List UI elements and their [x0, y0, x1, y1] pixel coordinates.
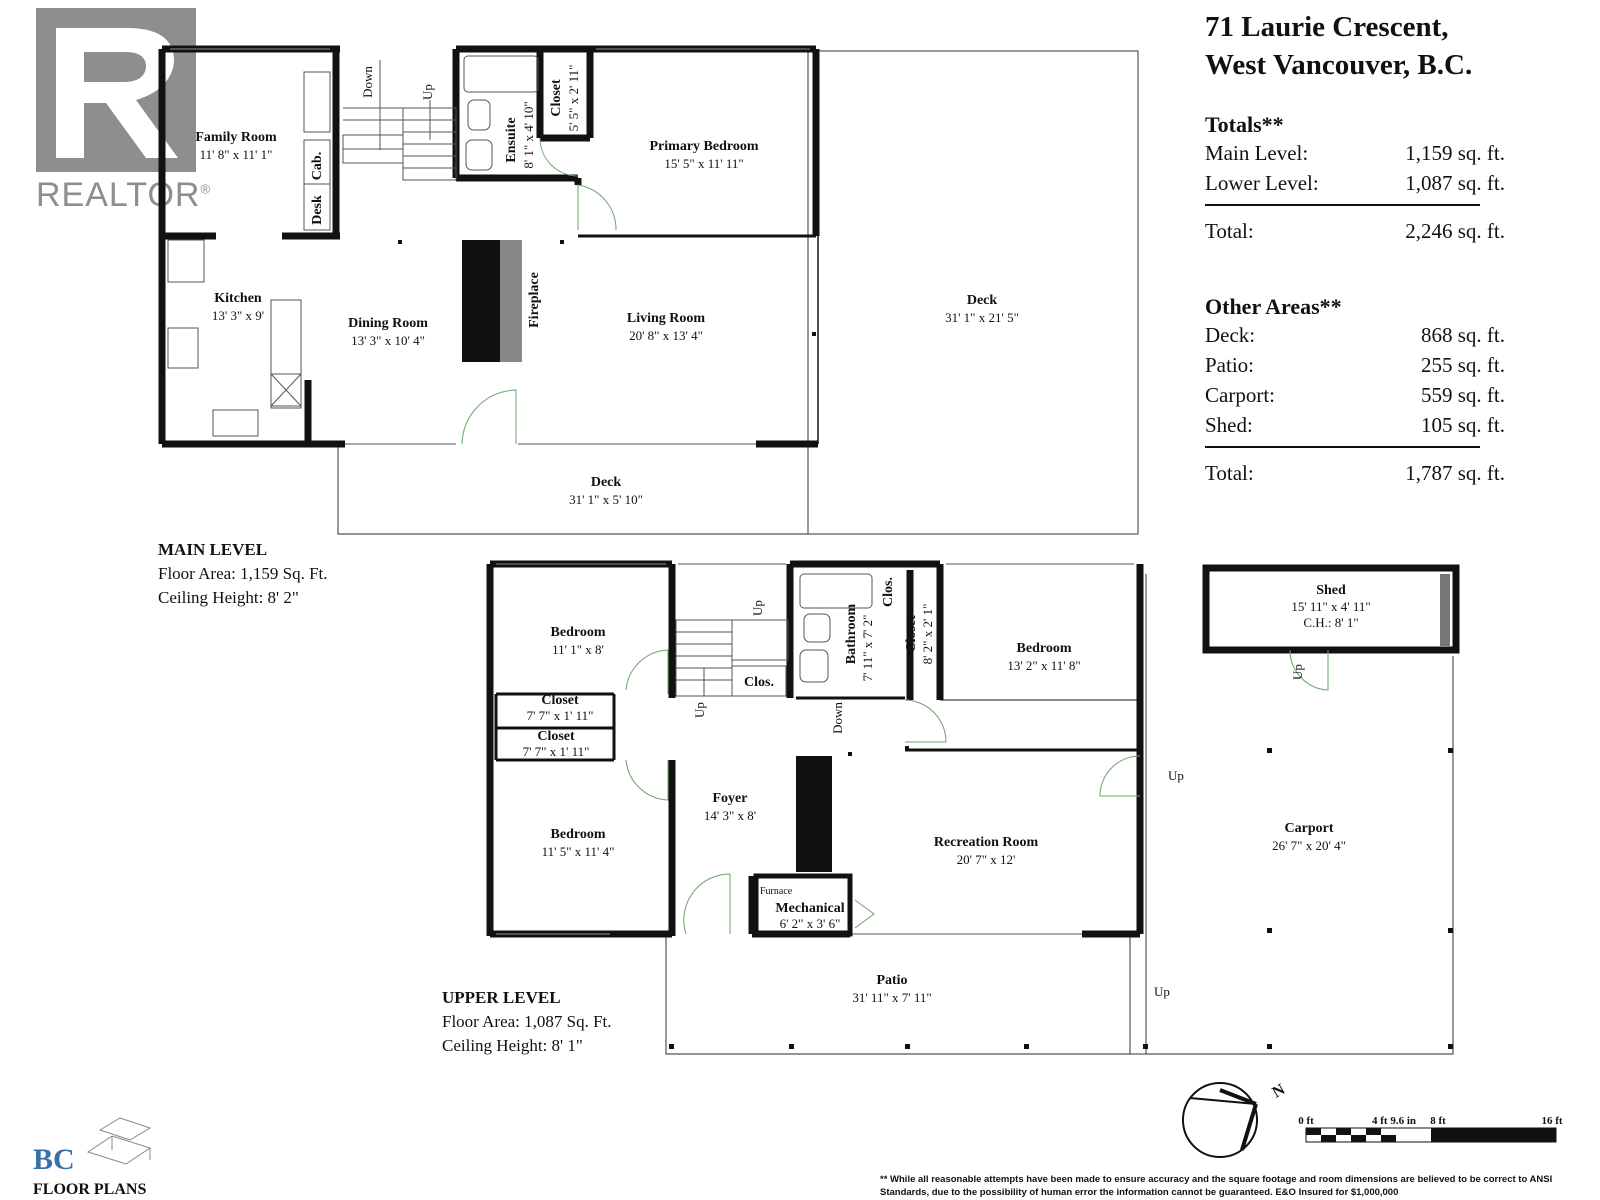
bedroom-2-name: Bedroom: [550, 827, 606, 842]
totals-row: [1205, 168, 1505, 198]
ensuite-name: Ensuite: [504, 117, 519, 163]
main-level-plan: [162, 49, 1138, 534]
upper-stairs-down-label: Down: [830, 702, 845, 734]
kitchen-name: Kitchen: [214, 291, 262, 306]
bc-floor-plans-logo: [33, 1143, 147, 1198]
clos-label: Clos.: [744, 675, 774, 690]
main-level-info: [158, 538, 328, 610]
living-room-name: Living Room: [626, 311, 706, 326]
other-areas-total-label: Total:: [1205, 461, 1254, 485]
furnace-label: Furnace: [760, 886, 793, 897]
shed-up-label: Up: [1290, 664, 1305, 680]
other-areas-title: Other Areas**: [1205, 294, 1342, 319]
shed-ch: C.H.: 8' 1": [1303, 615, 1359, 630]
totals-total-value: 2,246 sq. ft.: [1405, 219, 1505, 243]
dining-room-dim: 13' 3" x 10' 4": [351, 333, 425, 348]
fireplace-label: Fireplace: [527, 272, 542, 328]
mechanical-dim: 6' 2" x 3' 6": [779, 916, 841, 931]
closet-3-name: Closet: [904, 615, 919, 653]
main-stairs-up-label: Up: [420, 84, 435, 100]
patio-up-label: Up: [1154, 984, 1170, 999]
bathroom-name: Bathroom: [844, 603, 859, 665]
family-room-name: Family Room: [195, 130, 277, 145]
closet-main-name: Closet: [549, 79, 564, 117]
primary-bedroom-name: Primary Bedroom: [649, 139, 759, 154]
closet-3-dim: 8' 2" x 2' 1": [920, 603, 935, 665]
shed-dim: 15' 11" x 4' 11": [1291, 599, 1371, 614]
scale-label-1: 4 ft 9.6 in: [1372, 1115, 1416, 1127]
shed-name: Shed: [1316, 583, 1346, 598]
upper-stairs-up-label-1: Up: [750, 600, 765, 616]
upper-level-title: UPPER LEVEL: [442, 988, 561, 1007]
other-areas-value: 559 sq. ft.: [1421, 383, 1505, 407]
deck-small-dim: 31' 1" x 5' 10": [569, 492, 643, 507]
bedroom-2-dim: 11' 5" x 11' 4": [541, 844, 615, 859]
bedroom-1-name: Bedroom: [550, 625, 606, 640]
main-level-title: MAIN LEVEL: [158, 540, 268, 559]
shed-fill: [1440, 574, 1450, 646]
bc-logo-text: BC: [33, 1143, 75, 1176]
main-stairs-down-label: Down: [360, 66, 375, 98]
bedroom-1-dim: 11' 1" x 8': [552, 642, 604, 657]
scale-label-2: 8 ft: [1430, 1115, 1446, 1127]
other-areas-divider: [1205, 446, 1480, 448]
foyer-dim: 14' 3" x 8': [703, 808, 757, 823]
bathroom-dim: 7' 11" x 7' 2": [860, 614, 875, 682]
address-line-2: West Vancouver, B.C.: [1205, 49, 1473, 81]
totals-total-label: Total:: [1205, 219, 1254, 243]
disclaimer-text: ** While all reasonable attempts have been made to ensure accuracy and the square footage and room dimensions are believed to be correct to ANSI Standards, due to the possibility of human error the information cannot be guaranteed. E&O Insured for $1,000,000: [880, 1174, 1553, 1198]
totals-row-label: Lower Level:: [1205, 171, 1319, 195]
compass-icon: [1183, 1081, 1288, 1157]
address-block: [1205, 8, 1505, 84]
other-areas-row: [1205, 410, 1505, 440]
fireplace-hearth: [500, 240, 522, 362]
bedroom-3-dim: 13' 2" x 11' 8": [1007, 658, 1081, 673]
family-room-dim: 11' 8" x 11' 1": [199, 147, 273, 162]
totals-section: [1205, 112, 1505, 246]
deck-large-dim: 31' 1" x 21' 5": [945, 310, 1019, 325]
recreation-room-name: Recreation Room: [933, 835, 1039, 850]
foyer-name: Foyer: [712, 791, 748, 806]
closet-main-dim: 5' 5" x 2' 11": [566, 64, 581, 132]
carport-name: Carport: [1284, 821, 1334, 836]
upper-stairs-up-label-2: Up: [692, 702, 707, 718]
other-areas-value: 105 sq. ft.: [1421, 413, 1505, 437]
other-areas-row: [1205, 350, 1505, 380]
scale-bar: [1306, 1128, 1556, 1142]
other-areas-row: [1205, 320, 1505, 350]
other-areas-total-value: 1,787 sq. ft.: [1405, 461, 1505, 485]
closet-2-dim: 7' 7" x 1' 11": [522, 744, 590, 759]
closet-1-name: Closet: [541, 693, 579, 708]
other-areas-value: 868 sq. ft.: [1421, 323, 1505, 347]
upper-level-plan: [490, 564, 1456, 1054]
other-areas-value: 255 sq. ft.: [1421, 353, 1505, 377]
patio-name: Patio: [876, 973, 908, 988]
other-areas-label: Patio:: [1205, 353, 1255, 377]
cab-label: Cab.: [310, 151, 325, 181]
totals-total-row: [1205, 216, 1505, 246]
upper-level-ceiling-height: Ceiling Height: 8' 1": [442, 1036, 583, 1055]
totals-row-value: 1,087 sq. ft.: [1405, 171, 1505, 195]
patio-dim: 31' 11" x 7' 11": [852, 990, 932, 1005]
main-level-floor-area: Floor Area: 1,159 Sq. Ft.: [158, 564, 328, 583]
closet-2-name: Closet: [537, 729, 575, 744]
carport-posts: [669, 746, 1453, 1049]
recreation-room-dim: 20' 7" x 12': [956, 852, 1016, 867]
totals-row: [1205, 138, 1505, 168]
bc-floor-plans-logo-icon: [88, 1118, 150, 1164]
rec-up-label: Up: [1168, 768, 1184, 783]
other-areas-label: Deck:: [1205, 323, 1256, 347]
upper-level-floor-area: Floor Area: 1,087 Sq. Ft.: [442, 1012, 612, 1031]
kitchen-dim: 13' 3" x 9': [211, 308, 265, 323]
closet-1-dim: 7' 7" x 1' 11": [526, 708, 594, 723]
other-areas-label: Carport:: [1205, 383, 1275, 407]
totals-row-value: 1,159 sq. ft.: [1405, 141, 1505, 165]
floor-plans-logo-text: FLOOR PLANS: [33, 1181, 147, 1198]
realtor-wordmark: REALTOR®: [36, 176, 212, 214]
bedroom-3-name: Bedroom: [1016, 641, 1072, 656]
ensuite-dim: 8' 1" x 4' 10": [521, 101, 536, 169]
other-areas-label: Shed:: [1205, 413, 1253, 437]
carport-outline: [1146, 574, 1453, 1054]
scale-label-3: 16 ft: [1541, 1115, 1563, 1127]
upper-level-info: [442, 986, 612, 1058]
totals-row-label: Main Level:: [1205, 141, 1309, 165]
fireplace-block: [462, 240, 502, 362]
chimney-block: [796, 756, 832, 872]
other-areas-row: [1205, 380, 1505, 410]
deck-small-outline: [338, 444, 808, 534]
scale-label-0: 0 ft: [1298, 1115, 1314, 1127]
carport-dim: 26' 7" x 20' 4": [1272, 838, 1346, 853]
totals-title: Totals**: [1205, 112, 1284, 137]
living-room-dim: 20' 8" x 13' 4": [629, 328, 703, 343]
primary-bedroom-dim: 15' 5" x 11' 11": [664, 156, 744, 171]
other-areas-total-row: [1205, 458, 1505, 488]
other-areas-section: [1205, 294, 1505, 488]
dining-room-name: Dining Room: [348, 316, 428, 331]
deck-small-name: Deck: [590, 475, 622, 490]
compass-north-label: N: [1269, 1080, 1289, 1102]
main-level-ceiling-height: Ceiling Height: 8' 2": [158, 588, 299, 607]
mechanical-name: Mechanical: [775, 901, 845, 916]
deck-large-name: Deck: [966, 293, 998, 308]
address-line-1: 71 Laurie Crescent,: [1205, 11, 1449, 43]
clos-2-label: Clos.: [881, 577, 896, 607]
desk-label: Desk: [310, 195, 325, 225]
totals-divider: [1205, 204, 1480, 206]
